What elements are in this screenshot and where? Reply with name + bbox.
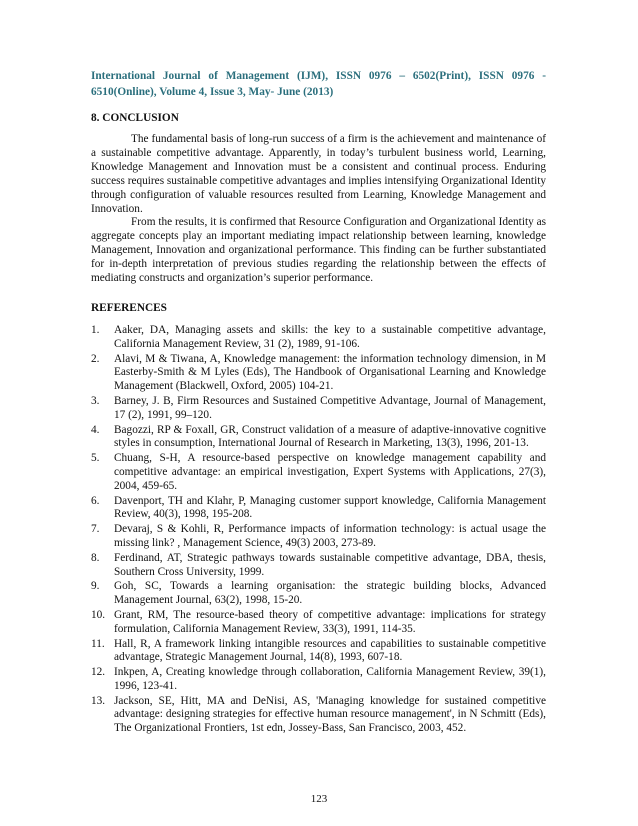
reference-item (91, 324, 546, 352)
reference-number: 2. (91, 352, 100, 365)
reference-item (91, 695, 546, 736)
reference-text: Chuang, S-H, A resource-based perspective on knowledge management capability and competitive advantage: an empirical investigation, Expert Systems with Applications, 27(3), 2004, 459-65. (114, 452, 546, 492)
reference-number: 11. (91, 637, 105, 650)
reference-number: 13. (91, 694, 106, 707)
conclusion-heading: 8. CONCLUSION (91, 112, 179, 124)
reference-item (91, 495, 546, 523)
reference-text: Hall, R, A framework linking intangible resources and capabilities to sustainable competitive advantage, Strategic Management Journal, 14(8), 1993, 607-18. (114, 637, 546, 664)
reference-item (91, 523, 546, 551)
reference-number: 4. (91, 423, 100, 436)
reference-item (91, 424, 546, 452)
conclusion-paragraph: The fundamental basis of long-run success of a firm is the achievement and maintenance of a sustainable competitive advantage. Apparently, in today’s turbulent business world, Learning, Knowledge Management and Innovation must be a consistent and continual process. Enduring success requires sustainable competitive advantages and implies intensifying Organizational Identity through configuration of valuable resources resulted from Learning, Knowledge Management and Innovation. (91, 133, 546, 215)
reference-number: 7. (91, 523, 100, 536)
reference-number: 8. (91, 551, 100, 564)
reference-item (91, 552, 546, 580)
reference-number: 6. (91, 494, 100, 507)
references-heading: REFERENCES (91, 301, 167, 314)
reference-number: 5. (91, 452, 100, 465)
reference-text: Devaraj, S & Kohli, R, Performance impacts of information technology: is actual usage the missing link? , Management Science, 49(3) 2003, 273-89. (114, 523, 546, 549)
journal-header: International Journal of Management (IJM), ISSN 0976 – 6502(Print), ISSN 0976 - 6510(Online), Volume 4, Issue 3, May- June (2013) (91, 70, 546, 98)
reference-text: Alavi, M & Tiwana, A, Knowledge management: the information technology dimension, in M Easterby-Smith & M Lyles (Eds), The Handbook of Organisational Learning and Knowledge Management (Blackwell, Oxford, 2005) 104-21. (114, 352, 546, 393)
reference-text: Grant, RM, The resource-based theory of competitive advantage: implications for strategy formulation, California Management Review, 33(3), 1991, 114-35. (114, 608, 546, 635)
conclusion-paragraph: From the results, it is confirmed that Resource Configuration and Organizational Identity as aggregate concepts play an important mediating impact relationship between learning, knowledge Management, Innovation and organizational performance. This finding can be further substantiated for in-depth interpretation of previous studies regarding the relationship between the effects of mediating constructs and organization’s superior performance. (91, 216, 546, 285)
reference-number: 1. (91, 323, 100, 336)
reference-item (91, 580, 546, 608)
reference-text: Ferdinand, AT, Strategic pathways towards sustainable competitive advantage, DBA, thesis, Southern Cross University, 1999. (114, 551, 546, 578)
reference-text: Barney, J. B, Firm Resources and Sustained Competitive Advantage, Journal of Management, 17 (2), 1991, 99–120. (114, 394, 546, 421)
reference-item (91, 638, 546, 666)
reference-item (91, 666, 546, 694)
reference-number: 12. (91, 666, 106, 679)
reference-number: 9. (91, 580, 100, 593)
reference-item (91, 452, 546, 493)
reference-text: Davenport, TH and Klahr, P, Managing customer support knowledge, California Management Review, 40(3), 1998, 195-208. (114, 494, 546, 521)
reference-text: Jackson, SE, Hitt, MA and DeNisi, AS, 'Managing knowledge for sustained competitive advantage: designing strategies for effective human resource management', in N Schmitt (Eds), The Organizational Frontiers, 1st edn, Jossey-Bass, San Francisco, 2003, 452. (114, 694, 546, 735)
reference-text: Goh, SC, Towards a learning organisation: the strategic building blocks, Advanced Management Journal, 63(2), 1998, 15-20. (114, 580, 546, 607)
reference-list (91, 324, 546, 736)
reference-text: Inkpen, A, Creating knowledge through collaboration, California Management Review, 39(1), 1996, 123-41. (114, 666, 546, 692)
reference-text: Aaker, DA, Managing assets and skills: the key to a sustainable competitive advantage, California Management Review, 31 (2), 1989, 91-106. (114, 323, 546, 350)
reference-item (91, 353, 546, 394)
reference-text: Bagozzi, RP & Foxall, GR, Construct validation of a measure of adaptive-innovative cognitive styles in consumption, International Journal of Research in Marketing, 13(3), 1996, 201-13. (114, 423, 546, 450)
page-number: 123 (310, 793, 328, 805)
reference-number: 3. (91, 394, 100, 407)
reference-item (91, 395, 546, 423)
reference-item (91, 609, 546, 637)
reference-number: 10. (91, 608, 106, 621)
